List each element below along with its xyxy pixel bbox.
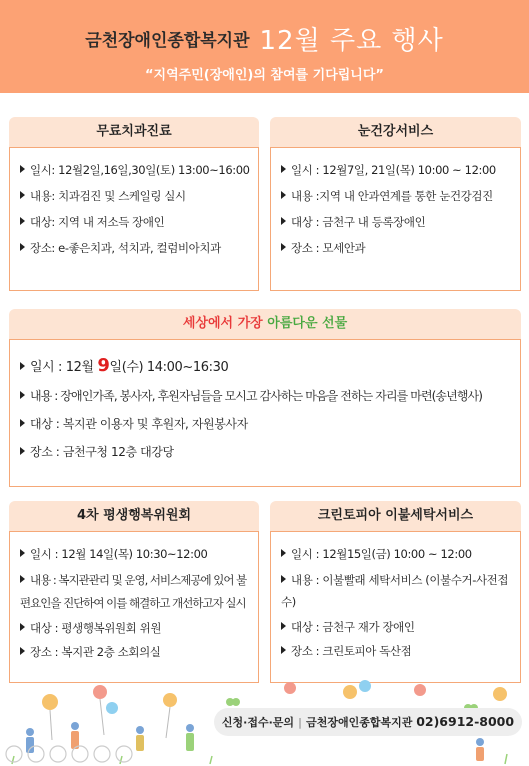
list-item: 일시 : 12월7일, 21일(목) 10:00 ~ 12:00 — [281, 162, 512, 178]
card-body — [270, 147, 521, 291]
triangle-bullet-icon — [281, 549, 286, 557]
card-title: 크린토피아 이불세탁서비스 — [270, 501, 521, 531]
triangle-bullet-icon — [20, 549, 25, 557]
contact-label: 신청·접수·문의 — [221, 716, 295, 729]
list-item: 장소 : 크린토피아 독산점 — [281, 643, 512, 659]
triangle-bullet-icon — [20, 191, 25, 199]
list-item: 일시 : 12월15일(금) 10:00 ~ 12:00 — [281, 546, 512, 562]
balloon-icon — [93, 685, 107, 735]
month-title: 12월 주요 행사 — [259, 26, 444, 56]
nav-arrows-icon — [6, 746, 132, 762]
triangle-bullet-icon — [20, 391, 25, 399]
list-item: 장소 : 금천구청 12층 대강당 — [20, 443, 512, 460]
balloon-icon — [163, 693, 177, 738]
balloon-icon — [42, 694, 58, 740]
org-name: 금천장애인종합복지관 — [85, 31, 250, 51]
list-item: 일시: 12월2일,16일,30일(토) 13:00~16:00 — [20, 162, 250, 178]
card-title: 4차 평생행복위원회 — [9, 501, 259, 531]
triangle-bullet-icon — [281, 217, 286, 225]
header-banner — [0, 0, 529, 93]
list-item: 내용 : 이불빨래 세탁서비스 (이불수거-사전접수) — [281, 573, 509, 609]
list-item: 대상 : 금천구 재가 장애인 — [281, 619, 512, 635]
list-item: 대상 : 금천구 내 등록장애인 — [281, 214, 512, 230]
card-body — [270, 531, 521, 683]
balloon-icon — [414, 684, 426, 696]
list-item: 장소: e-좋은치과, 석치과, 컬럼비아치과 — [20, 240, 250, 256]
list-item: 내용: 치과검진 및 스케일링 실시 — [20, 188, 250, 204]
triangle-bullet-icon — [281, 622, 286, 630]
balloon-icon — [359, 680, 371, 692]
card-title: 눈건강서비스 — [270, 117, 521, 147]
triangle-bullet-icon — [20, 419, 25, 427]
triangle-bullet-icon — [281, 243, 286, 251]
card-body — [9, 147, 259, 291]
list-item: 대상: 지역 내 저소득 장애인 — [20, 214, 250, 230]
list-item: 대상 : 복지관 이용자 및 후원자, 자원봉사자 — [20, 415, 512, 432]
card-body — [9, 531, 259, 683]
triangle-bullet-icon — [281, 165, 286, 173]
triangle-bullet-icon — [20, 647, 25, 655]
triangle-bullet-icon — [20, 217, 25, 225]
triangle-bullet-icon — [20, 447, 25, 455]
triangle-bullet-icon — [281, 646, 286, 654]
contact-bar — [214, 708, 522, 736]
list-item: 내용 :지역 내 안과연계를 통한 눈건강검진 — [281, 188, 512, 204]
list-item: 장소 : 모세안과 — [281, 240, 512, 256]
triangle-bullet-icon — [281, 575, 286, 583]
card-body — [9, 339, 521, 487]
list-item: 일시 : 12월 14일(목) 10:30~12:00 — [20, 546, 250, 562]
triangle-bullet-icon — [20, 243, 25, 251]
list-item: 내용 : 복지관관리 및 운영, 서비스제공에 있어 불편요인을 진단하여 이를 해결하고 개선하고자 실시 — [20, 573, 247, 610]
contact-org: 금천장애인종합복지관 — [306, 716, 413, 729]
card-title: 세상에서 가장 아름다운 선물 — [9, 309, 521, 339]
list-item: 대상 : 평생행복위원회 위원 — [20, 620, 250, 636]
triangle-bullet-icon — [20, 575, 25, 583]
card-title: 무료치과진료 — [9, 117, 259, 147]
triangle-bullet-icon — [20, 362, 25, 370]
balloon-icon — [493, 687, 507, 701]
clover-icon — [226, 698, 240, 706]
list-item: 내용 : 장애인가족, 봉사자, 후원자님들을 모시고 감사하는 마음을 전하는 자리를 마련(송년행사) — [20, 387, 512, 404]
divider: | — [298, 716, 303, 729]
header-title — [0, 20, 529, 57]
triangle-bullet-icon — [281, 191, 286, 199]
balloon-icon — [106, 702, 118, 714]
balloon-icon — [284, 682, 296, 694]
list-item: 장소 : 복지관 2층 소회의실 — [20, 644, 250, 660]
triangle-bullet-icon — [20, 165, 25, 173]
balloon-icon — [343, 685, 357, 699]
triangle-bullet-icon — [20, 623, 25, 631]
header-slogan: “지역주민(장애인)의 참여를 기다립니다” — [145, 68, 384, 83]
contact-phone: 02)6912-8000 — [416, 714, 515, 729]
list-item: 일시 : 12월 9일(수) 14:00~16:30 — [20, 355, 512, 376]
